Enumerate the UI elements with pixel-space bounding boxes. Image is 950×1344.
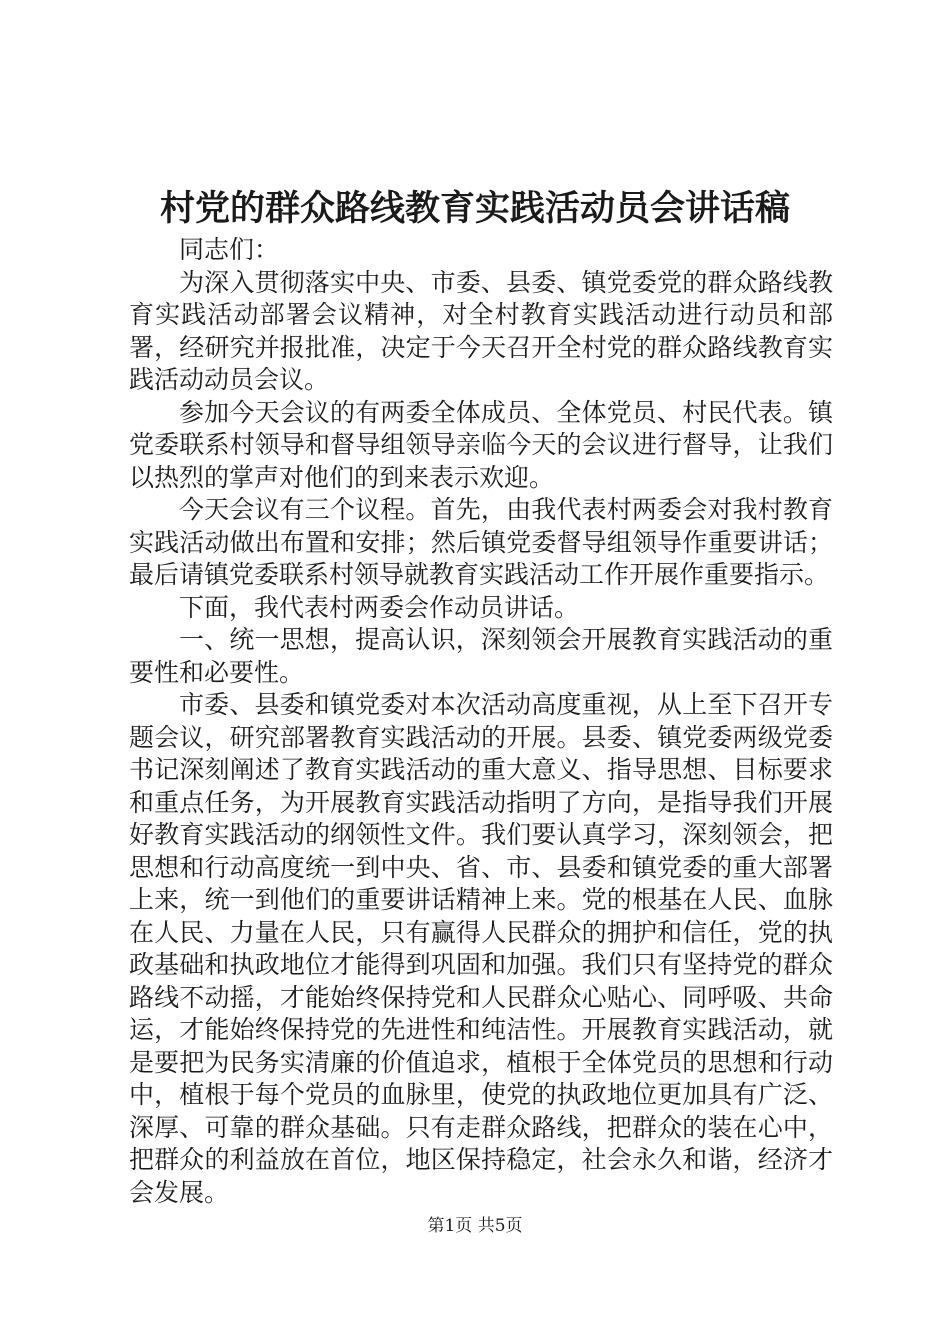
- paragraph-section-1-body: 市委、县委和镇党委对本次活动高度重视，从上至下召开专题会议，研究部署教育实践活动的开展。县委、镇党委两级党委书记深刻阐述了教育实践活动的重大意义、指导思想、目标要求和重点任务，为开展教育实践活动指明了方向，是指导我们开展好教育实践活动的纲领性文件。我们要认真学习，深刻领会，把思想和行动高度统一到中央、省、市、县委和镇党委的重大部署上来，统一到他们的重要讲话精神上来。党的根基在人民、血脉在人民、力量在人民，只有赢得人民群众的拥护和信任，党的执政基础和执政地位才能得到巩固和加强。我们只有坚持党的群众路线不动摇，才能始终保持党和人民群众心贴心、同呼吸、共命运，才能始终保持党的先进性和纯洁性。开展教育实践活动，就是要把为民务实清廉的价值追求，植根于全体党员的思想和行动中，植根于每个党员的血脉里，使党的执政地位更加具有广泛、深厚、可靠的群众基础。只有走群众路线，把群众的装在心中，把群众的利益放在首位，地区保持稳定，社会永久和谐，经济才会发展。: [129, 690, 833, 1207]
- document-body: [129, 234, 833, 1209]
- paragraph-agenda: 今天会议有三个议程。首先，由我代表村两委会对我村教育实践活动做出布置和安排；然后镇党委督导组领导作重要讲话；最后请镇党委联系村领导就教育实践活动工作开展作重要指示。: [129, 495, 833, 589]
- page-number-footer: 第1页 共5页: [427, 1216, 523, 1236]
- salutation: 同志们：: [179, 235, 280, 264]
- paragraph-attendees: 参加今天会议的有两委全体成员、全体党员、村民代表。镇党委联系村领导和督导组领导亲临今天的会议进行督导，让我们以热烈的掌声对他们的到来表示欢迎。: [129, 397, 833, 492]
- document-title: 村党的群众路线教育实践活动员会讲话稿: [159, 188, 790, 229]
- paragraph-transition: 下面，我代表村两委会作动员讲话。: [179, 592, 580, 622]
- section-heading-1: 一、统一思想，提高认识，深刻领会开展教育实践活动的重要性和必要性。: [129, 625, 833, 687]
- paragraph-purpose: 为深入贯彻落实中央、市委、县委、镇党委党的群众路线教育实践活动部署会议精神，对全村教育实践活动进行动员和部署，经研究并报批准，决定于今天召开全村党的群众路线教育实践活动动员会议。: [129, 267, 833, 394]
